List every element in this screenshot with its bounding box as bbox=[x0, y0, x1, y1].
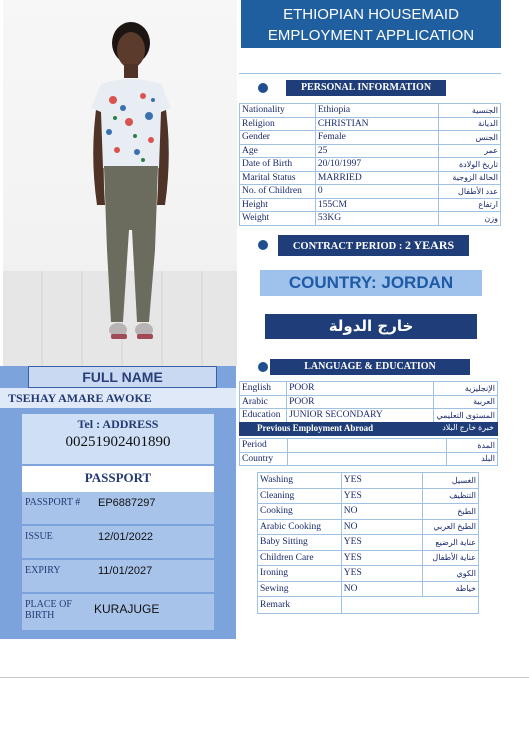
passport-row bbox=[22, 526, 214, 558]
row-arabic: البلد bbox=[447, 452, 498, 466]
row-value: MARRIED bbox=[315, 171, 438, 185]
row-arabic: الإنجليزية bbox=[434, 382, 498, 396]
page-header bbox=[241, 0, 501, 48]
row-value: NO bbox=[341, 504, 422, 520]
contract-value: 2 YEARS bbox=[404, 238, 455, 252]
previous-employment-title: Previous Employment Abroad bbox=[257, 423, 374, 433]
table-row bbox=[258, 504, 479, 520]
full-name-label: FULL NAME bbox=[28, 366, 217, 388]
row-label: Religion bbox=[240, 117, 316, 131]
row-arabic: خياطة bbox=[423, 581, 479, 597]
row-value: 0 bbox=[315, 185, 438, 199]
row-arabic: التنظيف bbox=[423, 488, 479, 504]
row-label: Sewing bbox=[258, 581, 342, 597]
row-value bbox=[287, 439, 446, 453]
table-row bbox=[240, 382, 498, 396]
table-row bbox=[240, 117, 501, 131]
row-value: YES bbox=[341, 535, 422, 551]
row-label: English bbox=[240, 382, 287, 396]
tel-label: Tel : ADDRESS bbox=[77, 417, 159, 431]
table-row bbox=[240, 212, 501, 226]
row-label: Weight bbox=[240, 212, 316, 226]
row-arabic: ارتفاع bbox=[439, 198, 501, 212]
previous-employment-title-ar: خبرة خارج البلاد bbox=[442, 423, 494, 432]
table-row bbox=[240, 171, 501, 185]
row-label: Country bbox=[240, 452, 288, 466]
table-row bbox=[258, 488, 479, 504]
passport-row-label: ISSUE bbox=[25, 531, 53, 542]
row-label: No. of Children bbox=[240, 185, 316, 199]
divider bbox=[239, 73, 501, 74]
bullet-icon bbox=[258, 362, 268, 372]
passport-title: PASSPORT bbox=[22, 466, 214, 500]
table-row bbox=[240, 198, 501, 212]
table-row bbox=[258, 597, 479, 614]
language-title: LANGUAGE & EDUCATION bbox=[270, 359, 470, 375]
row-arabic: الجنسية bbox=[439, 104, 501, 118]
table-row bbox=[258, 566, 479, 582]
table-row bbox=[240, 452, 498, 466]
row-label: Gender bbox=[240, 131, 316, 145]
row-label: Cooking bbox=[258, 504, 342, 520]
row-arabic: الطبخ العربي bbox=[423, 519, 479, 535]
personal-info-table bbox=[239, 103, 501, 226]
row-arabic: الغسيل bbox=[423, 473, 479, 489]
passport-row-label: EXPIRY bbox=[25, 565, 61, 576]
row-label: Arabic bbox=[240, 395, 287, 409]
passport-row-value: 11/01/2027 bbox=[98, 565, 153, 577]
row-arabic: عناية الأطفال bbox=[423, 550, 479, 566]
row-label: Washing bbox=[258, 473, 342, 489]
table-row bbox=[240, 395, 498, 409]
table-row bbox=[240, 158, 501, 172]
applicant-photo bbox=[3, 0, 237, 366]
row-label: Age bbox=[240, 144, 316, 158]
personal-info-title: PERSONAL INFORMATION bbox=[286, 80, 446, 96]
row-label: Ironing bbox=[258, 566, 342, 582]
row-arabic: الكوي bbox=[423, 566, 479, 582]
tel-number: 00251902401890 bbox=[65, 434, 171, 450]
row-value: 53KG bbox=[315, 212, 438, 226]
row-arabic: الحالة الزوجية bbox=[439, 171, 501, 185]
language-table bbox=[239, 381, 498, 423]
remark-label: Remark bbox=[258, 597, 342, 614]
row-label: Children Care bbox=[258, 550, 342, 566]
row-arabic: عناية الرضيع bbox=[423, 535, 479, 551]
row-label: Education bbox=[240, 409, 287, 423]
row-value: Female bbox=[315, 131, 438, 145]
row-value: CHRISTIAN bbox=[315, 117, 438, 131]
country-banner bbox=[260, 270, 482, 296]
header-line-2: EMPLOYMENT APPLICATION bbox=[267, 27, 475, 44]
table-row bbox=[240, 185, 501, 199]
row-value: POOR bbox=[287, 382, 434, 396]
row-arabic: عدد الأطفال bbox=[439, 185, 501, 199]
row-value bbox=[287, 452, 446, 466]
table-row bbox=[258, 473, 479, 489]
bullet-icon bbox=[258, 240, 268, 250]
passport-row bbox=[22, 594, 214, 630]
row-label: Marital Status bbox=[240, 171, 316, 185]
row-value: NO bbox=[341, 519, 422, 535]
bullet-icon bbox=[258, 83, 268, 93]
table-row bbox=[240, 104, 501, 118]
header-line-1: ETHIOPIAN HOUSEMAID bbox=[283, 6, 459, 23]
table-row bbox=[258, 550, 479, 566]
passport-row-label: PASSPORT # bbox=[25, 497, 81, 508]
passport-row-value: 12/01/2022 bbox=[98, 531, 154, 543]
passport-row bbox=[22, 492, 214, 524]
full-name: TSEHAY AMARE AWOKE bbox=[0, 388, 236, 408]
passport-row bbox=[22, 560, 214, 592]
row-arabic: الديانة bbox=[439, 117, 501, 131]
row-label: Period bbox=[240, 439, 288, 453]
row-value: 20/10/1997 bbox=[315, 158, 438, 172]
remark-value bbox=[341, 597, 478, 614]
row-value: YES bbox=[341, 488, 422, 504]
row-value: YES bbox=[341, 550, 422, 566]
row-arabic: الطبخ bbox=[423, 504, 479, 520]
row-arabic: المدة bbox=[447, 439, 498, 453]
row-arabic: العربية bbox=[434, 395, 498, 409]
row-arabic: وزن bbox=[439, 212, 501, 226]
row-value: YES bbox=[341, 566, 422, 582]
table-row bbox=[240, 131, 501, 145]
row-value: POOR bbox=[287, 395, 434, 409]
row-arabic: تاريخ الولادة bbox=[439, 158, 501, 172]
country-value: JORDAN bbox=[381, 273, 454, 292]
row-value: NO bbox=[341, 581, 422, 597]
page-divider bbox=[0, 677, 529, 678]
country-label: COUNTRY: bbox=[288, 273, 377, 292]
table-row bbox=[240, 144, 501, 158]
tel-box bbox=[22, 414, 214, 464]
table-row bbox=[258, 581, 479, 597]
passport-row-label: PLACE OF BIRTH bbox=[25, 599, 72, 621]
row-label: Height bbox=[240, 198, 316, 212]
row-arabic: المستوى التعليمي bbox=[434, 409, 498, 423]
table-row bbox=[240, 409, 498, 423]
row-arabic: عمر bbox=[439, 144, 501, 158]
row-label: Cleaning bbox=[258, 488, 342, 504]
row-label: Arabic Cooking bbox=[258, 519, 342, 535]
passport-row-value: EP6887297 bbox=[98, 497, 156, 509]
row-value: 25 bbox=[315, 144, 438, 158]
row-label: Baby Sitting bbox=[258, 535, 342, 551]
row-arabic: الجنس bbox=[439, 131, 501, 145]
row-value: JUNIOR SECONDARY bbox=[287, 409, 434, 423]
row-value: 155CM bbox=[315, 198, 438, 212]
row-label: Nationality bbox=[240, 104, 316, 118]
contract-label: CONTRACT PERIOD : bbox=[292, 241, 403, 252]
passport-row-value: KURAJUGE bbox=[94, 602, 160, 616]
previous-employment-header bbox=[239, 422, 498, 436]
row-value: YES bbox=[341, 473, 422, 489]
skills-table bbox=[257, 472, 479, 614]
abroad-banner: خارج الدولة bbox=[265, 314, 477, 339]
table-row bbox=[240, 439, 498, 453]
contract-period bbox=[278, 235, 469, 256]
row-value: Ethiopia bbox=[315, 104, 438, 118]
table-row bbox=[258, 535, 479, 551]
applicant-figure bbox=[3, 0, 237, 366]
previous-employment-table bbox=[239, 438, 498, 466]
table-row bbox=[258, 519, 479, 535]
row-label: Date of Birth bbox=[240, 158, 316, 172]
